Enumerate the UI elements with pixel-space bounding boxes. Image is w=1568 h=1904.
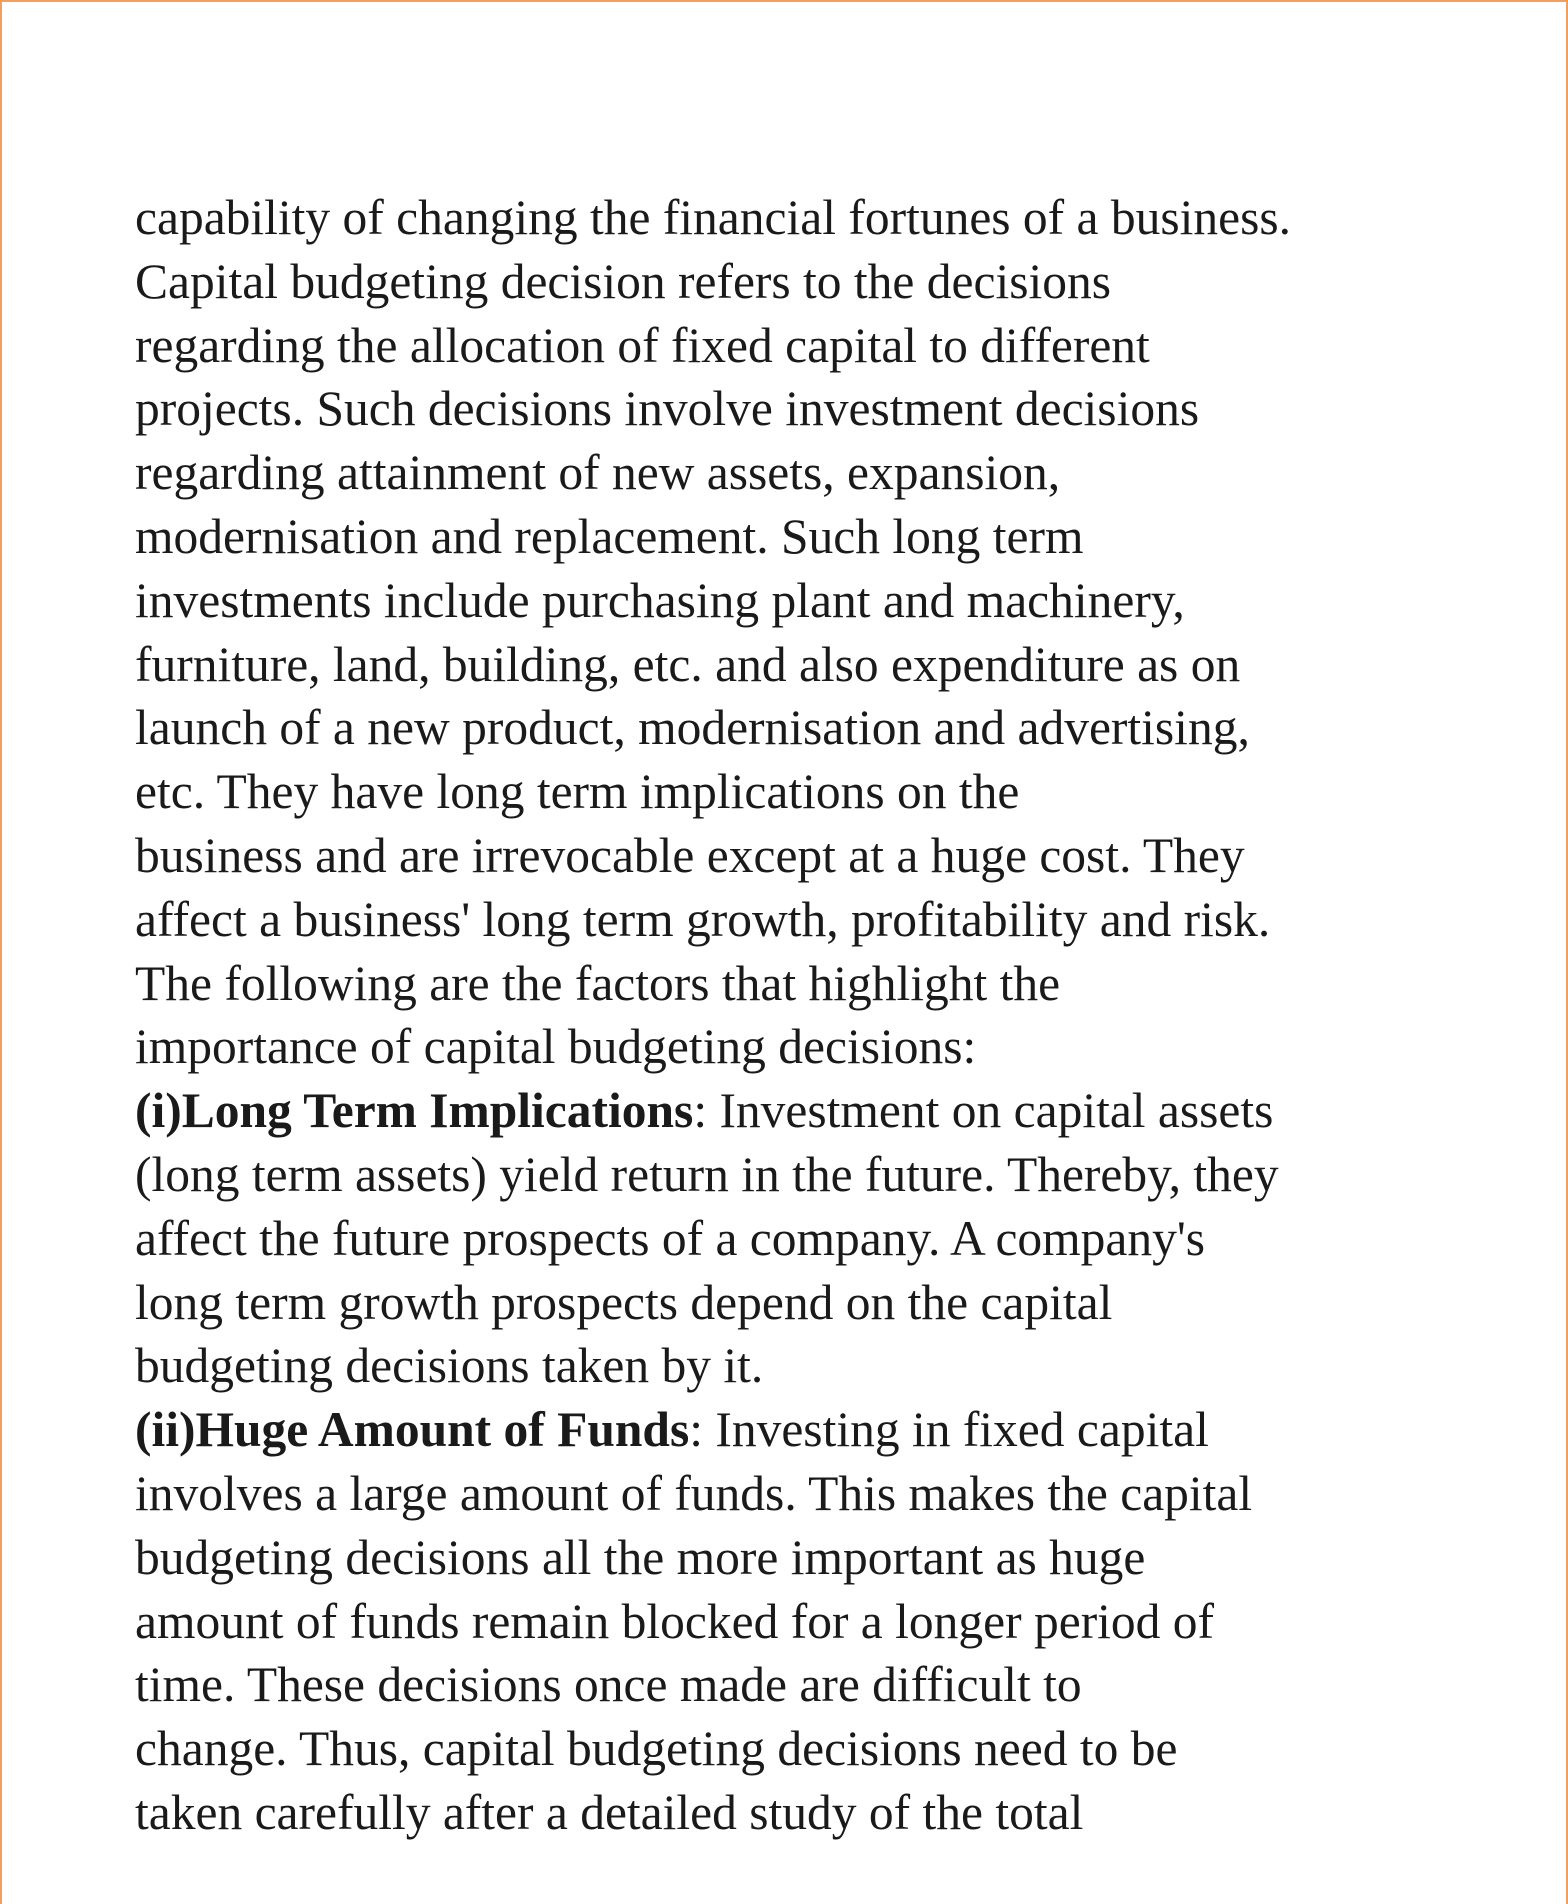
text-line: business and are irrevocable except at a huge cost. They [135,827,1245,883]
text-line: budgeting decisions taken by it. [135,1338,764,1394]
text-line: regarding attainment of new assets, expansion, [135,445,1061,501]
point-2-first-line [135,1398,1535,1462]
text-line: etc. They have long term implications on the [135,764,1020,820]
text-line: investments include purchasing plant and machinery, [135,572,1185,628]
text-line: taken carefully after a detailed study of the total [135,1784,1084,1840]
point-2-first-line-text: : Investing in fixed capital [689,1402,1209,1458]
text-line: furniture, land, building, etc. and also expenditure as on [135,636,1241,692]
point-2-heading: (ii)Huge Amount of Funds [135,1402,690,1458]
text-line: affect the future prospects of a company. A company's [135,1210,1206,1266]
point-1-first-line-text: : Investment on capital assets [693,1083,1274,1139]
text-line: time. These decisions once made are difficult to [135,1657,1082,1713]
body-text [135,186,1535,1845]
text-line: budgeting decisions all the more important as huge [135,1529,1146,1585]
text-line: Capital budgeting decision refers to the decisions [135,253,1112,309]
text-line: amount of funds remain blocked for a longer period of [135,1593,1215,1649]
text-line: (long term assets) yield return in the future. Thereby, they [135,1146,1279,1202]
point-1-first-line [135,1079,1535,1143]
text-line: The following are the factors that highlight the [135,955,1061,1011]
text-line: launch of a new product, modernisation and advertising, [135,700,1250,756]
text-line: long term growth prospects depend on the capital [135,1274,1113,1330]
text-line: importance of capital budgeting decisions: [135,1019,977,1075]
text-line: involves a large amount of funds. This makes the capital [135,1465,1253,1521]
text-line: change. Thus, capital budgeting decisions need to be [135,1721,1178,1777]
text-line: regarding the allocation of fixed capital to different [135,317,1150,373]
text-line: affect a business' long term growth, profitability and risk. [135,891,1271,947]
text-line: modernisation and replacement. Such long term [135,508,1084,564]
text-line: capability of changing the financial fortunes of a business. [135,190,1292,245]
point-1-heading: (i)Long Term Implications [135,1083,694,1139]
text-line: projects. Such decisions involve investment decisions [135,381,1200,437]
